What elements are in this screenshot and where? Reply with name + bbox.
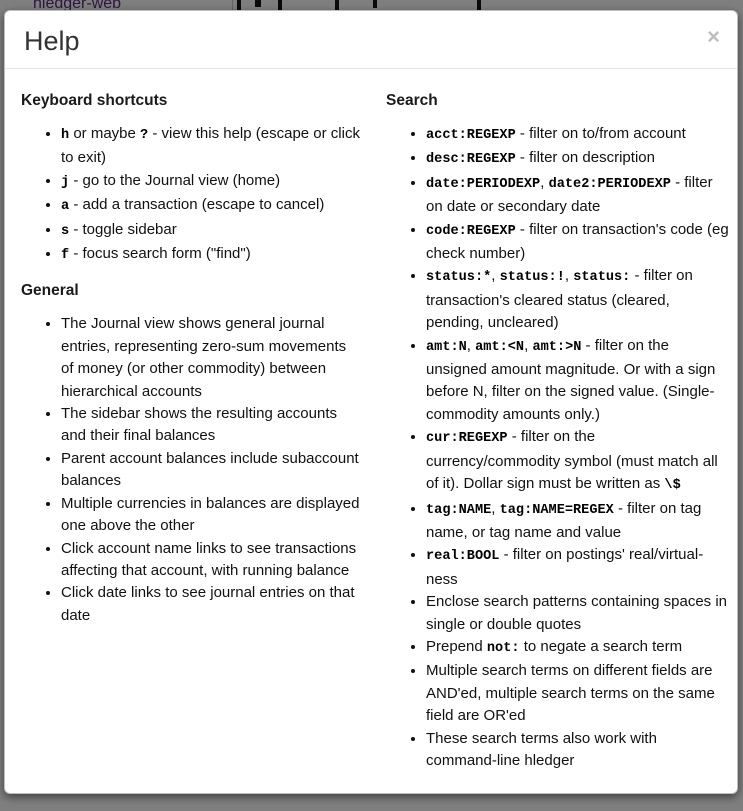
- help-list: [21, 313, 361, 627]
- modal-body: [5, 69, 737, 794]
- code-term: status:*: [426, 270, 492, 286]
- code-term: cur:REGEXP: [426, 431, 508, 447]
- help-item: • Click account name links to see transactions affecting that account, with running balance: [61, 538, 361, 583]
- help-item: • acct:REGEXP - filter on to/from account: [426, 123, 729, 147]
- help-item: • cur:REGEXP - filter on the currency/commodity symbol (must match all of it). Dollar sign must be written as \$: [426, 426, 729, 497]
- code-term: status:: [573, 270, 631, 286]
- help-item: • Multiple search terms on different fields are AND'ed, multiple search terms on the same field are OR'ed: [426, 660, 729, 727]
- help-item: • tag:NAME, tag:NAME=REGEX - filter on tag name, or tag name and value: [426, 498, 729, 545]
- section-heading: Keyboard shortcuts: [21, 92, 168, 109]
- code-term: f: [61, 248, 70, 264]
- code-term: s: [61, 223, 70, 239]
- help-column-right: [371, 77, 737, 780]
- section-heading: General: [21, 282, 79, 300]
- help-item: • These search terms also work with command-line hledger: [426, 728, 729, 773]
- help-item: • j - go to the Journal view (home): [61, 170, 361, 194]
- modal-header: [5, 11, 737, 69]
- help-item: • code:REGEXP - filter on transaction's code (eg check number): [426, 219, 729, 266]
- code-term: not:: [486, 640, 520, 656]
- close-icon[interactable]: ×: [707, 24, 720, 49]
- code-term: j: [61, 174, 70, 190]
- help-item: • Parent account balances include subaccount balances: [61, 448, 361, 493]
- code-term: real:BOOL: [426, 549, 500, 565]
- help-item: • a - add a transaction (escape to cancel): [61, 194, 361, 218]
- help-item: • status:*, status:!, status: - filter on transaction's cleared status (cleared, pending, uncleared): [426, 265, 729, 334]
- code-term: amt:N: [426, 339, 467, 355]
- code-term: tag:NAME=REGEX: [499, 502, 614, 518]
- help-item: • The Journal view shows general journal entries, representing zero-sum movements of money (or other commodity) between hierarchical accounts: [61, 313, 361, 403]
- code-term: code:REGEXP: [426, 223, 516, 239]
- help-item: • s - toggle sidebar: [61, 219, 361, 243]
- help-item: • real:BOOL - filter on postings' real/virtual-ness: [426, 544, 729, 591]
- code-term: tag:NAME: [426, 502, 492, 518]
- code-term: desc:REGEXP: [426, 152, 516, 168]
- help-item: • desc:REGEXP - filter on description: [426, 147, 729, 171]
- help-column-left: [5, 77, 371, 780]
- help-item: • Click date links to see journal entries on that date: [61, 582, 361, 627]
- help-list: [386, 123, 729, 772]
- section-heading: Search: [386, 92, 438, 109]
- help-modal: [4, 10, 738, 794]
- modal-title: Help: [24, 26, 80, 56]
- help-item: • The sidebar shows the resulting accounts and their final balances: [61, 403, 361, 448]
- help-item: • f - focus search form ("find"): [61, 243, 361, 267]
- code-term: status:!: [499, 270, 565, 286]
- code-term: date:PERIODEXP: [426, 176, 541, 192]
- help-item: • Multiple currencies in balances are displayed one above the other: [61, 493, 361, 538]
- code-term: a: [61, 199, 70, 215]
- code-term: amt:<N: [475, 339, 525, 355]
- code-term: amt:>N: [532, 339, 582, 355]
- help-item: • h or maybe ? - view this help (escape or click to exit): [61, 123, 361, 170]
- help-list: [21, 123, 361, 267]
- code-term: acct:REGEXP: [426, 128, 516, 143]
- code-term: date2:PERIODEXP: [548, 176, 671, 192]
- code-term: ?: [140, 128, 149, 143]
- help-item: • amt:N, amt:<N, amt:>N - filter on the unsigned amount magnitude. Or with a sign before N, filter on the signed value. (Single-commodity amounts only.): [426, 335, 729, 427]
- help-item: • date:PERIODEXP, date2:PERIODEXP - filter on date or secondary date: [426, 172, 729, 219]
- code-term: h: [61, 128, 70, 143]
- help-item: • Enclose search patterns containing spaces in single or double quotes: [426, 591, 729, 636]
- code-term: \$: [664, 478, 681, 494]
- help-item: • Prepend not: to negate a search term: [426, 636, 729, 660]
